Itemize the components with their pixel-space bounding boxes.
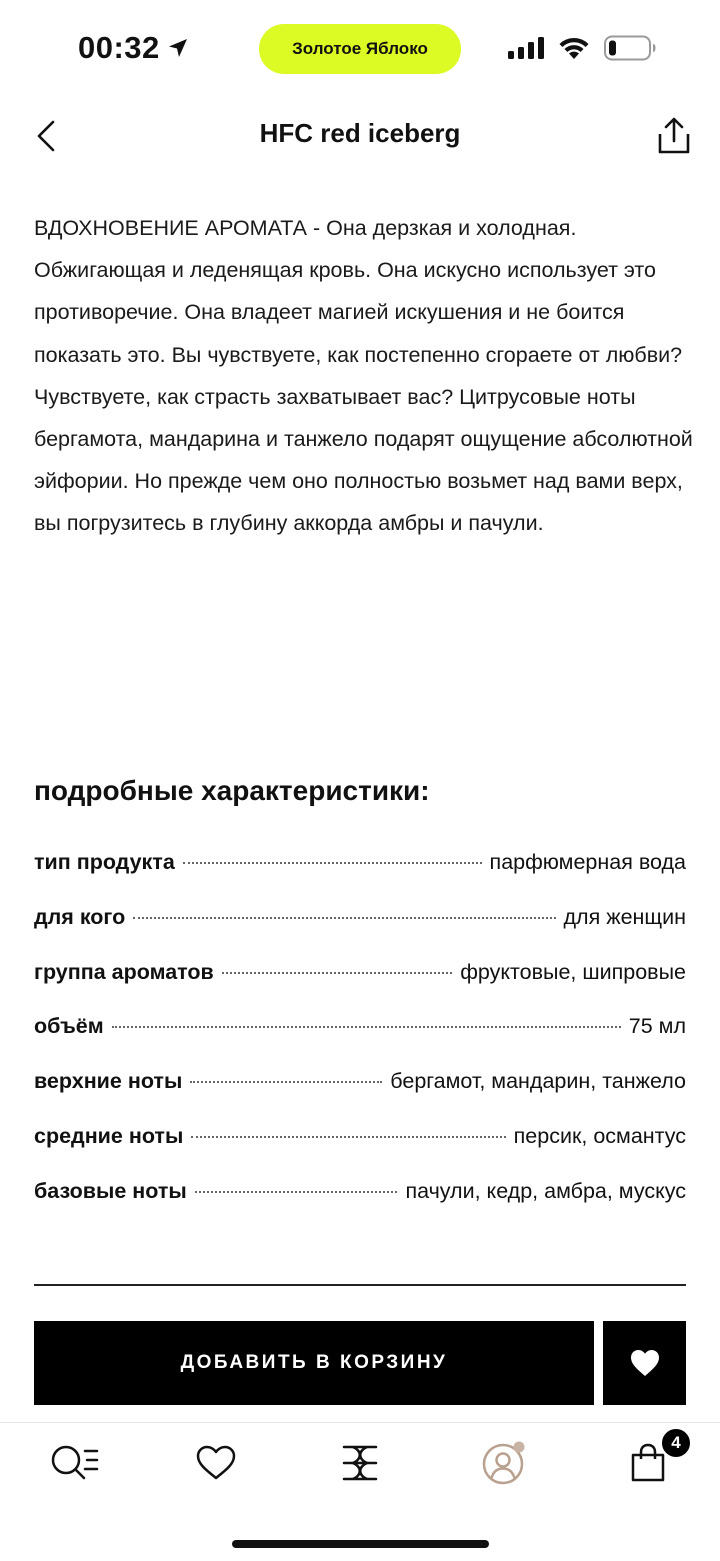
back-button[interactable] bbox=[26, 114, 66, 158]
tab-favorites[interactable] bbox=[186, 1437, 246, 1489]
app-pill-label: Золотое Яблоко bbox=[292, 39, 428, 58]
specs-title: подробные характеристики: bbox=[34, 775, 430, 806]
spec-value: бергамот, мандарин, танжело bbox=[390, 1069, 686, 1094]
product-description: ВДОХНОВЕНИЕ АРОМАТА - Она дерзкая и холодная. Обжигающая и леденящая кровь. Она искусно использует это противоречие. Она владеет магией искушения и не боится показать это. Вы чувствуете, как постепенно сгораете от любви? Чувствуете, как страсть захватывает вас? Цитрусовые ноты бергамота, мандарина и танжело подарят ощущение абсолютной эйфории. Но прежде чем оно полностью возьмет над вами верх, вы погрузитесь в глубину аккорда амбры и пачули. bbox=[34, 216, 693, 536]
spec-value: персик, османтус bbox=[513, 1123, 686, 1148]
nav-header bbox=[0, 100, 720, 172]
tab-cart[interactable] bbox=[618, 1433, 681, 1489]
add-to-cart-label: ДОБАВИТЬ В КОРЗИНУ bbox=[180, 1352, 448, 1373]
section-divider bbox=[34, 1284, 686, 1286]
search-catalog-icon bbox=[49, 1443, 99, 1483]
tab-brand-home[interactable] bbox=[330, 1437, 390, 1489]
system-icons bbox=[508, 35, 656, 61]
cellular-signal-icon bbox=[508, 37, 544, 59]
share-button[interactable] bbox=[654, 114, 694, 158]
spec-label: объём bbox=[34, 1014, 104, 1039]
spec-leader-dots bbox=[222, 972, 452, 974]
spec-value: парфюмерная вода bbox=[489, 850, 686, 874]
battery-icon bbox=[604, 35, 656, 61]
add-to-cart-button[interactable] bbox=[34, 1321, 594, 1405]
tab-search-catalog[interactable] bbox=[44, 1437, 104, 1489]
spec-row-top-notes bbox=[34, 1069, 686, 1124]
spec-label: верхние ноты bbox=[34, 1069, 183, 1094]
share-icon bbox=[657, 117, 691, 155]
status-bar bbox=[0, 0, 720, 96]
spec-leader-dots bbox=[183, 862, 482, 864]
spec-row-for-whom bbox=[34, 905, 686, 960]
spec-leader-dots bbox=[190, 1081, 382, 1083]
spec-value: фруктовые, шипровые bbox=[460, 959, 686, 984]
brand-logo-icon bbox=[340, 1443, 380, 1483]
chevron-left-icon bbox=[35, 120, 57, 152]
specs-list bbox=[34, 850, 686, 1234]
tab-profile[interactable] bbox=[474, 1437, 534, 1489]
spec-row-base-notes bbox=[34, 1179, 686, 1234]
heart-filled-icon bbox=[630, 1349, 660, 1377]
heart-outline-icon bbox=[196, 1445, 236, 1481]
spec-label: группа ароматов bbox=[34, 959, 214, 984]
spec-leader-dots bbox=[191, 1136, 505, 1138]
spec-row-fragrance-group bbox=[34, 960, 686, 1015]
spec-label: базовые ноты bbox=[34, 1178, 187, 1203]
spec-leader-dots bbox=[112, 1026, 621, 1028]
status-time bbox=[78, 30, 190, 66]
favorite-button[interactable] bbox=[603, 1321, 686, 1405]
spec-value: 75 мл bbox=[628, 1014, 686, 1039]
location-arrow-icon bbox=[166, 36, 190, 60]
spec-value: пачули, кедр, амбра, мускус bbox=[405, 1178, 686, 1203]
app-pill[interactable] bbox=[259, 24, 461, 74]
spec-leader-dots bbox=[195, 1191, 398, 1193]
spec-row-middle-notes bbox=[34, 1124, 686, 1179]
wifi-icon bbox=[558, 36, 590, 60]
spec-label: для кого bbox=[34, 904, 126, 929]
home-indicator bbox=[232, 1540, 489, 1548]
profile-icon bbox=[481, 1440, 527, 1486]
spec-row-product-type bbox=[34, 850, 686, 905]
spec-label: средние ноты bbox=[34, 1123, 184, 1148]
page-title: HFC red iceberg bbox=[259, 118, 461, 148]
spec-value: для женщин bbox=[563, 904, 686, 929]
cart-count-badge: 4 bbox=[660, 1427, 692, 1459]
spec-label: тип продукта bbox=[34, 850, 175, 874]
spec-row-volume bbox=[34, 1014, 686, 1069]
status-time-text: 00:32 bbox=[78, 30, 160, 65]
spec-leader-dots bbox=[133, 917, 555, 919]
